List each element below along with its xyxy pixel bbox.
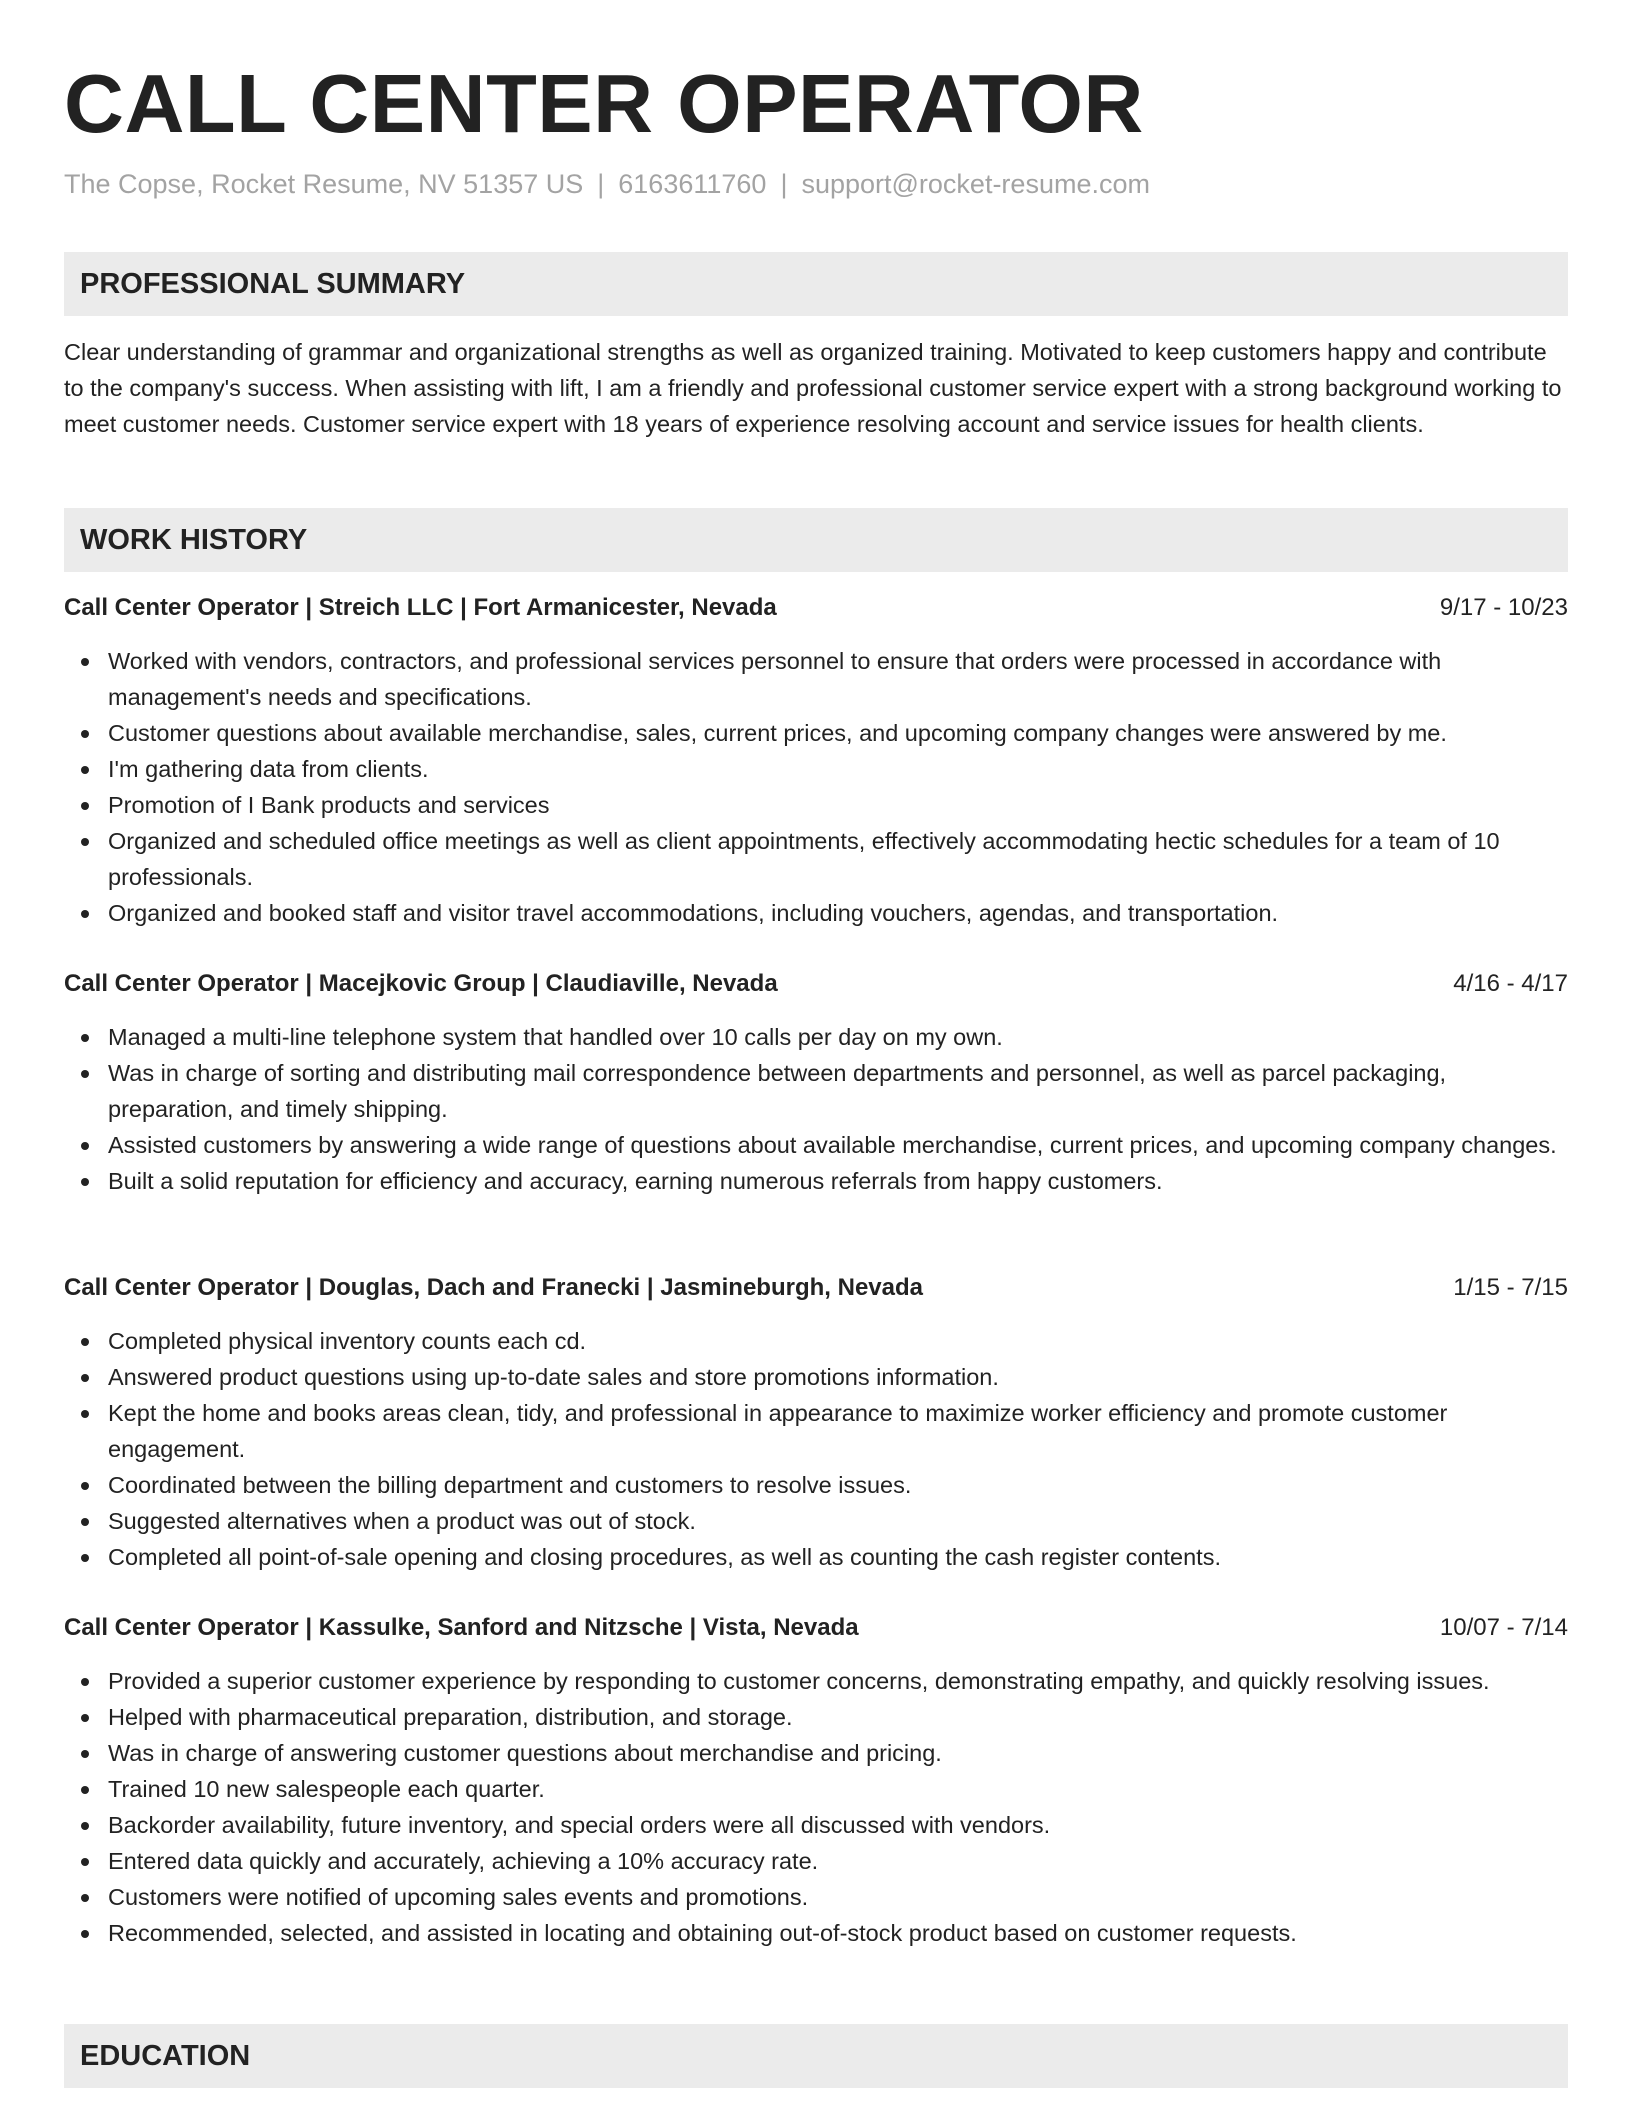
job-entry <box>64 1270 1568 1575</box>
job-entry <box>64 966 1568 1199</box>
job-bullet: Entered data quickly and accurately, achieving a 10% accuracy rate. <box>64 1843 1568 1879</box>
job-title: Call Center Operator | Douglas, Dach and Franecki | Jasmineburgh, Nevada <box>64 1274 924 1301</box>
job-title: Call Center Operator | Kassulke, Sanford and Nitzsche | Vista, Nevada <box>64 1614 859 1641</box>
job-bullet: Kept the home and books areas clean, tidy, and professional in appearance to maximize worker efficiency and promote customer engagement. <box>64 1395 1568 1467</box>
job-dates: 9/17 - 10/23 <box>1439 594 1568 621</box>
job-bullet: Built a solid reputation for efficiency and accuracy, earning numerous referrals from happy customers. <box>64 1163 1568 1199</box>
job-bullet-list <box>64 643 1568 931</box>
summary-heading: PROFESSIONAL SUMMARY <box>80 268 466 300</box>
education-heading: EDUCATION <box>80 2040 251 2072</box>
contact-separator: | <box>597 169 605 199</box>
job-bullet: Backorder availability, future inventory, and special orders were all discussed with vendors. <box>64 1807 1568 1843</box>
job-bullet: Was in charge of sorting and distributing mail correspondence between departments and personnel, as well as parcel packaging, preparation, and timely shipping. <box>64 1055 1568 1127</box>
work-history-section-bar <box>64 508 1568 572</box>
job-bullet: Helped with pharmaceutical preparation, distribution, and storage. <box>64 1699 1568 1735</box>
job-dates: 4/16 - 4/17 <box>1453 970 1568 997</box>
job-entry <box>64 590 1568 931</box>
job-dates: 1/15 - 7/15 <box>1453 1274 1568 1301</box>
job-entry <box>64 1610 1568 1951</box>
job-title: Call Center Operator | Streich LLC | Fort Armanicester, Nevada <box>64 594 777 621</box>
job-bullet: Answered product questions using up-to-date sales and store promotions information. <box>64 1359 1568 1395</box>
job-title: Call Center Operator | Macejkovic Group | Claudiaville, Nevada <box>64 970 778 997</box>
job-bullet: Worked with vendors, contractors, and professional services personnel to ensure that orders were processed in accordance with management's needs and specifications. <box>64 643 1568 715</box>
job-bullet: Organized and scheduled office meetings as well as client appointments, effectively accommodating hectic schedules for a team of 10 professionals. <box>64 823 1568 895</box>
job-bullet-list <box>64 1663 1568 1951</box>
summary-section-bar <box>64 252 1568 316</box>
job-bullet: I'm gathering data from clients. <box>64 751 1568 787</box>
job-bullet: Promotion of I Bank products and services <box>64 787 1568 823</box>
job-dates: 10/07 - 7/14 <box>1439 1614 1568 1641</box>
job-bullet: Managed a multi-line telephone system that handled over 10 calls per day on my own. <box>64 1019 1568 1055</box>
job-bullet-list <box>64 1323 1568 1575</box>
contact-phone: 6163611760 <box>618 169 767 199</box>
job-header <box>64 966 1568 1002</box>
contact-separator: | <box>780 169 788 199</box>
job-bullet: Trained 10 new salespeople each quarter. <box>64 1771 1568 1807</box>
job-bullet: Completed physical inventory counts each cd. <box>64 1323 1568 1359</box>
education-section-bar <box>64 2024 1568 2088</box>
job-header <box>64 1610 1568 1646</box>
candidate-name: CALL CENTER OPERATOR <box>64 57 1144 150</box>
job-bullet: Coordinated between the billing department and customers to resolve issues. <box>64 1467 1568 1503</box>
work-history-heading: WORK HISTORY <box>80 524 308 556</box>
job-bullet: Assisted customers by answering a wide range of questions about available merchandise, current prices, and upcoming company changes. <box>64 1127 1568 1163</box>
job-bullet: Completed all point-of-sale opening and closing procedures, as well as counting the cash register contents. <box>64 1539 1568 1575</box>
job-bullet-list <box>64 1019 1568 1199</box>
job-header <box>64 1270 1568 1306</box>
summary-text: Clear understanding of grammar and organizational strengths as well as organized training. Motivated to keep customers happy and contribute to the company's success. When assisting with lift, I am a friendly and professional customer service expert with a strong background working to meet customer needs. Customer service expert with 18 years of experience resolving account and service issues for health clients. <box>64 339 1562 437</box>
contact-address: The Copse, Rocket Resume, NV 51357 US <box>64 169 584 199</box>
job-header <box>64 590 1568 626</box>
job-bullet: Recommended, selected, and assisted in locating and obtaining out-of-stock product based on customer requests. <box>64 1915 1568 1951</box>
job-bullet: Suggested alternatives when a product was out of stock. <box>64 1503 1568 1539</box>
contact-line <box>64 166 1150 202</box>
job-bullet: Customer questions about available merchandise, sales, current prices, and upcoming company changes were answered by me. <box>64 715 1568 751</box>
job-bullet: Customers were notified of upcoming sales events and promotions. <box>64 1879 1568 1915</box>
contact-email: support@rocket-resume.com <box>801 169 1150 199</box>
job-bullet: Provided a superior customer experience by responding to customer concerns, demonstrating empathy, and quickly resolving issues. <box>64 1663 1568 1699</box>
job-bullet: Organized and booked staff and visitor travel accommodations, including vouchers, agendas, and transportation. <box>64 895 1568 931</box>
job-bullet: Was in charge of answering customer questions about merchandise and pricing. <box>64 1735 1568 1771</box>
